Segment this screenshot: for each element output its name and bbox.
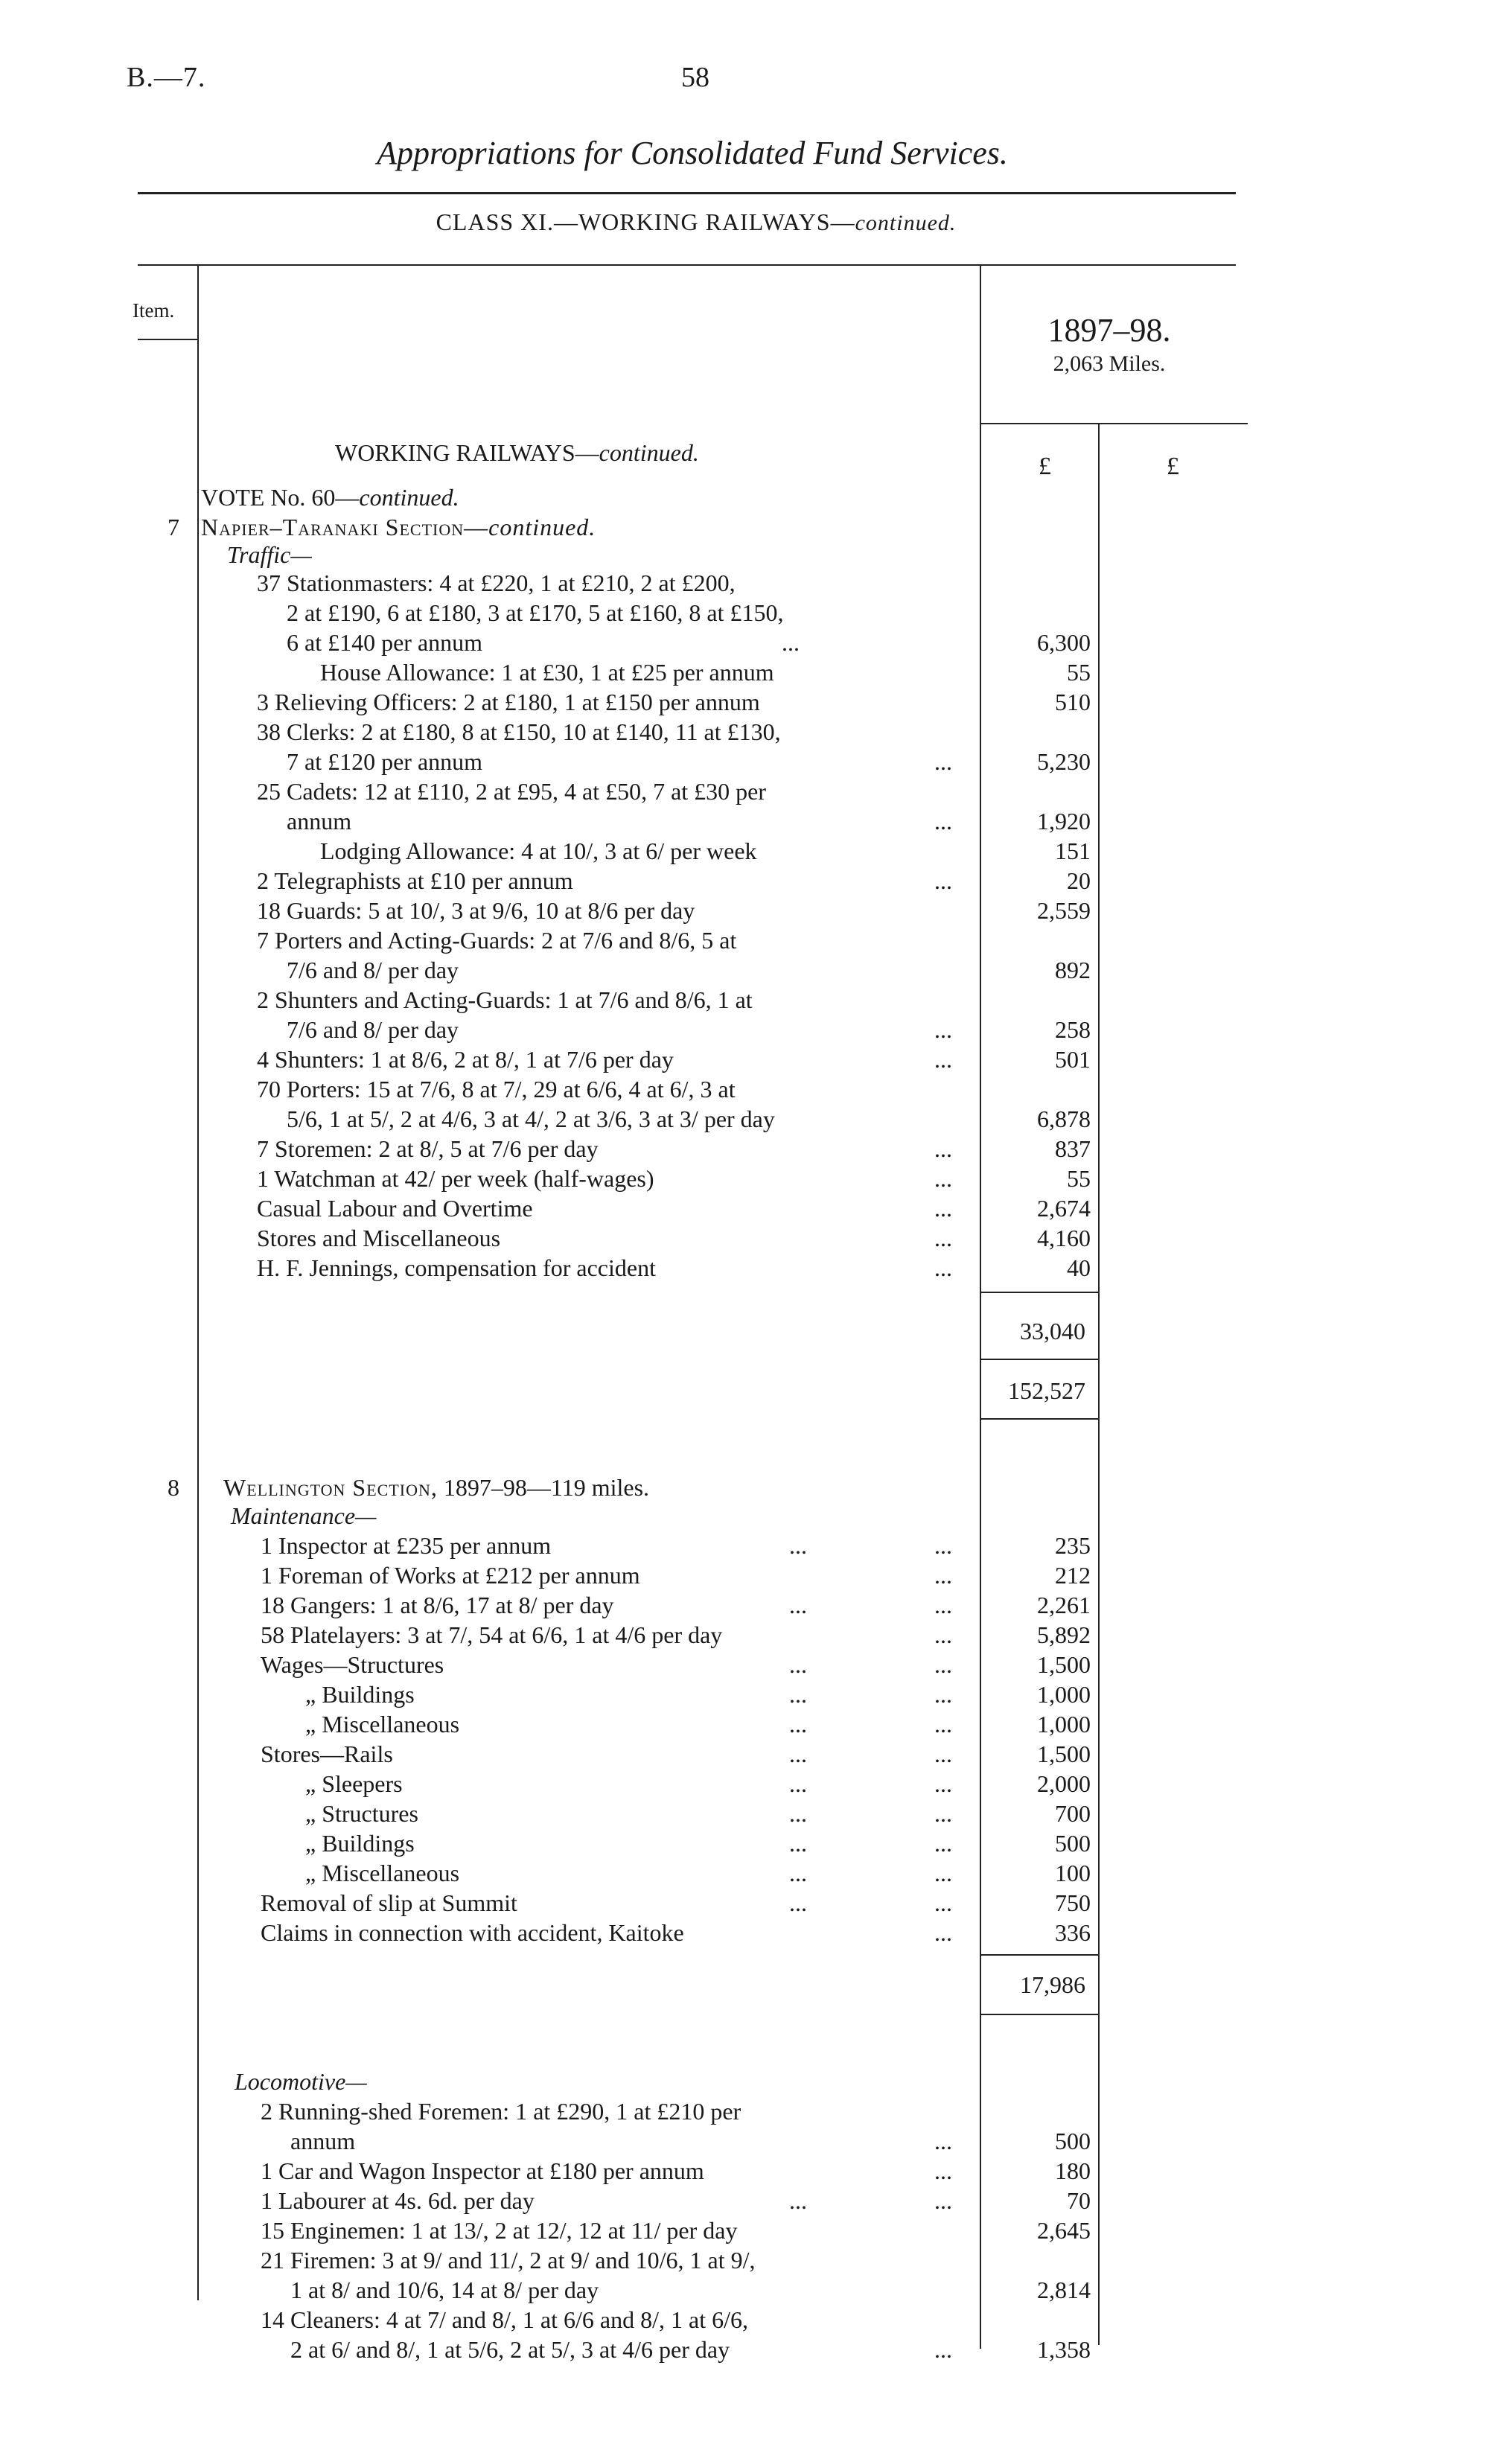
dot-leader: ... <box>934 1135 952 1162</box>
amount: 837 <box>1055 1135 1091 1162</box>
dot-leader: ... <box>789 1711 807 1738</box>
list-item: 1 Car and Wagon Inspector at £180 per annum <box>261 2157 704 2184</box>
dot-leader: ... <box>789 1800 807 1827</box>
dot-leader: ... <box>789 1532 807 1559</box>
currency-symbol-1: £ <box>1039 453 1051 480</box>
dot-leader: ... <box>934 1681 952 1708</box>
item-column-header: Item. <box>133 299 175 322</box>
subtotal-rule <box>980 2014 1099 2015</box>
list-item: 5/6, 1 at 5/, 2 at 4/6, 3 at 4/, 2 at 3/6, 3 at 3/ per day <box>287 1105 775 1132</box>
list-item: „ Miscellaneous <box>305 1860 460 1886</box>
amount: 151 <box>1055 837 1091 864</box>
napier-subtotal: 33,040 <box>1020 1318 1085 1344</box>
class-heading: CLASS XI.—WORKING RAILWAYS—continued. <box>436 208 957 235</box>
list-item: 2 Telegraphists at £10 per annum <box>257 867 573 894</box>
dot-leader: ... <box>934 1532 952 1559</box>
item-column-divider <box>197 264 199 2300</box>
dot-leader: ... <box>934 2157 952 2184</box>
list-item: Claims in connection with accident, Kaitoke <box>261 1919 684 1946</box>
dot-leader: ... <box>934 1711 952 1738</box>
list-item: 1 at 8/ and 10/6, 14 at 8/ per day <box>290 2277 599 2303</box>
dot-leader: ... <box>782 629 800 656</box>
list-item: 6 at £140 per annum <box>287 629 483 656</box>
list-item: 2 at 6/ and 8/, 1 at 5/6, 2 at 5/, 3 at 4/6 per day <box>290 2336 730 2363</box>
dot-leader: ... <box>934 1254 952 1281</box>
amount: 2,000 <box>1037 1770 1091 1797</box>
amount: 500 <box>1055 1830 1091 1857</box>
list-item: 1 Labourer at 4s. 6d. per day <box>261 2187 535 2214</box>
amount: 4,160 <box>1037 1225 1091 1251</box>
list-item: „ Sleepers <box>305 1770 403 1797</box>
amount: 500 <box>1055 2128 1091 2154</box>
amount: 2,261 <box>1037 1592 1091 1618</box>
dot-leader: ... <box>789 1860 807 1886</box>
report-code: B.—7. <box>127 62 206 93</box>
dot-leader: ... <box>934 1592 952 1618</box>
list-item: 25 Cadets: 12 at £110, 2 at £95, 4 at £50, 7 at £30 per <box>257 778 767 805</box>
amount: 235 <box>1055 1532 1091 1559</box>
miles-column-header: 2,063 Miles. <box>1053 351 1166 376</box>
list-item: 15 Enginemen: 1 at 13/, 2 at 12/, 12 at 11/ per day <box>261 2217 738 2244</box>
dot-leader: ... <box>934 1741 952 1767</box>
list-item: „ Buildings <box>305 1830 415 1857</box>
dot-leader: ... <box>934 2187 952 2214</box>
dot-leader: ... <box>934 1016 952 1043</box>
dot-leader: ... <box>934 1046 952 1073</box>
dot-leader: ... <box>789 1889 807 1916</box>
list-item: Casual Labour and Overtime <box>257 1195 533 1222</box>
top-rule <box>138 192 1236 194</box>
amount: 1,358 <box>1037 2336 1091 2363</box>
dot-leader: ... <box>789 1592 807 1618</box>
list-item: 70 Porters: 15 at 7/6, 8 at 7/, 29 at 6/6, 4 at 6/, 3 at <box>257 1076 736 1103</box>
list-item: 18 Gangers: 1 at 8/6, 17 at 8/ per day <box>261 1592 614 1618</box>
list-item: 2 Running-shed Foremen: 1 at £290, 1 at £210 per <box>261 2098 741 2125</box>
dot-leader: ... <box>934 1651 952 1678</box>
dot-leader: ... <box>934 748 952 775</box>
amount: 892 <box>1055 957 1091 983</box>
list-item: 7 at £120 per annum <box>287 748 483 775</box>
dot-leader: ... <box>789 1681 807 1708</box>
list-item: annum <box>290 2128 356 2154</box>
amount: 1,000 <box>1037 1711 1091 1738</box>
dot-leader: ... <box>934 1800 952 1827</box>
amount: 1,920 <box>1037 808 1091 835</box>
amount: 336 <box>1055 1919 1091 1946</box>
list-item: Removal of slip at Summit <box>261 1889 517 1916</box>
list-item: 7/6 and 8/ per day <box>287 1016 459 1043</box>
amount: 5,892 <box>1037 1621 1091 1648</box>
dot-leader: ... <box>789 1741 807 1767</box>
list-item: 3 Relieving Officers: 2 at £180, 1 at £150 per annum <box>257 689 760 715</box>
amount: 212 <box>1055 1562 1091 1589</box>
total-rule <box>980 1418 1099 1420</box>
list-item: Wages—Structures <box>261 1651 444 1678</box>
amount: 6,878 <box>1037 1105 1091 1132</box>
page-title: Appropriations for Consolidated Fund Services. <box>377 135 1008 171</box>
dot-leader: ... <box>934 1860 952 1886</box>
dot-leader: ... <box>934 1919 952 1946</box>
dot-leader: ... <box>934 2128 952 2154</box>
list-item: 58 Platelayers: 3 at 7/, 54 at 6/6, 1 at 4/6 per day <box>261 1621 723 1648</box>
item-header-underline <box>138 339 197 340</box>
dot-leader: ... <box>934 1621 952 1648</box>
section-title: WORKING RAILWAYS—continued. <box>335 439 699 466</box>
list-item: 37 Stationmasters: 4 at £220, 1 at £210, 2 at £200, <box>257 569 736 596</box>
list-item: annum <box>287 808 352 835</box>
list-item: 7 Storemen: 2 at 8/, 5 at 7/6 per day <box>257 1135 599 1162</box>
dot-leader: ... <box>789 1770 807 1797</box>
subtotal-rule <box>980 1359 1099 1360</box>
dot-leader: ... <box>934 1165 952 1192</box>
amount: 5,230 <box>1037 748 1091 775</box>
year-column-header: 1897–98. <box>1047 312 1171 348</box>
dot-leader: ... <box>934 1195 952 1222</box>
list-item: 2 Shunters and Acting-Guards: 1 at 7/6 and 8/6, 1 at <box>257 986 753 1013</box>
amount: 20 <box>1067 867 1091 894</box>
list-item: 2 at £190, 6 at £180, 3 at £170, 5 at £160, 8 at £150, <box>287 599 784 626</box>
amount: 2,814 <box>1037 2277 1091 2303</box>
item-number-8: 8 <box>168 1474 179 1501</box>
list-item: House Allowance: 1 at £30, 1 at £25 per annum <box>320 659 774 686</box>
dot-leader: ... <box>934 808 952 835</box>
subtotal-rule <box>980 1292 1099 1293</box>
amount: 70 <box>1067 2187 1091 2214</box>
list-item: 18 Guards: 5 at 10/, 3 at 9/6, 10 at 8/6 per day <box>257 897 695 924</box>
list-item: Lodging Allowance: 4 at 10/, 3 at 6/ per week <box>320 837 757 864</box>
amount: 1,500 <box>1037 1741 1091 1767</box>
list-item: „ Miscellaneous <box>305 1711 460 1738</box>
list-item: „ Buildings <box>305 1681 415 1708</box>
maintenance-subtotal: 17,986 <box>1020 1971 1085 1998</box>
dot-leader: ... <box>934 1225 952 1251</box>
list-item: H. F. Jennings, compensation for accident <box>257 1254 656 1281</box>
dot-leader: ... <box>934 2336 952 2363</box>
list-item: 38 Clerks: 2 at £180, 8 at £150, 10 at £140, 11 at £130, <box>257 718 781 745</box>
item-number-7: 7 <box>168 514 179 540</box>
amount: 6,300 <box>1037 629 1091 656</box>
year-header-rule <box>980 423 1248 424</box>
currency-symbol-2: £ <box>1167 453 1179 480</box>
napier-total: 152,527 <box>1008 1377 1085 1404</box>
list-item: Stores—Rails <box>261 1741 393 1767</box>
list-item: „ Structures <box>305 1800 418 1827</box>
amount: 2,559 <box>1037 897 1091 924</box>
amount: 258 <box>1055 1016 1091 1043</box>
amount: 510 <box>1055 689 1091 715</box>
list-item: 1 Watchman at 42/ per week (half-wages) <box>257 1165 654 1192</box>
amount: 40 <box>1067 1254 1091 1281</box>
dot-leader: ... <box>934 867 952 894</box>
vote-heading: VOTE No. 60—continued. <box>201 484 459 511</box>
amount: 2,645 <box>1037 2217 1091 2244</box>
dot-leader: ... <box>934 1770 952 1797</box>
list-item: 21 Firemen: 3 at 9/ and 11/, 2 at 9/ and 10/6, 1 at 9/, <box>261 2247 756 2274</box>
subtotal-rule <box>980 1954 1099 1956</box>
list-item: 7/6 and 8/ per day <box>287 957 459 983</box>
amount: 750 <box>1055 1889 1091 1916</box>
amount: 1,000 <box>1037 1681 1091 1708</box>
amount: 55 <box>1067 659 1091 686</box>
amount: 180 <box>1055 2157 1091 2184</box>
dot-leader: ... <box>789 1830 807 1857</box>
page-number: 58 <box>681 62 709 93</box>
napier-section-heading: Napier–Taranaki Section—continued. <box>201 514 596 540</box>
amount-column-divider-left <box>980 264 981 2349</box>
list-item: 14 Cleaners: 4 at 7/ and 8/, 1 at 6/6 and 8/, 1 at 6/6, <box>261 2306 748 2333</box>
amount: 2,674 <box>1037 1195 1091 1222</box>
dot-leader: ... <box>934 1830 952 1857</box>
maintenance-subheading: Maintenance— <box>231 1502 377 1529</box>
list-item: Stores and Miscellaneous <box>257 1225 501 1251</box>
list-item: 1 Foreman of Works at £212 per annum <box>261 1562 640 1589</box>
dot-leader: ... <box>789 1651 807 1678</box>
wellington-section-heading: Wellington Section, 1897–98—119 miles. <box>223 1474 650 1501</box>
amount: 700 <box>1055 1800 1091 1827</box>
amount: 501 <box>1055 1046 1091 1073</box>
dot-leader: ... <box>934 1562 952 1589</box>
list-item: 4 Shunters: 1 at 8/6, 2 at 8/, 1 at 7/6 per day <box>257 1046 674 1073</box>
amount: 1,500 <box>1037 1651 1091 1678</box>
locomotive-subheading: Locomotive— <box>235 2068 367 2095</box>
list-item: 1 Inspector at £235 per annum <box>261 1532 552 1559</box>
traffic-subheading: Traffic— <box>227 541 312 568</box>
amount: 100 <box>1055 1860 1091 1886</box>
dot-leader: ... <box>934 1889 952 1916</box>
list-item: 7 Porters and Acting-Guards: 2 at 7/6 and 8/6, 5 at <box>257 927 737 954</box>
column-header-rule <box>138 264 1236 266</box>
dot-leader: ... <box>789 2187 807 2214</box>
amount: 55 <box>1067 1165 1091 1192</box>
amount-column-divider-right <box>1098 424 1100 2345</box>
